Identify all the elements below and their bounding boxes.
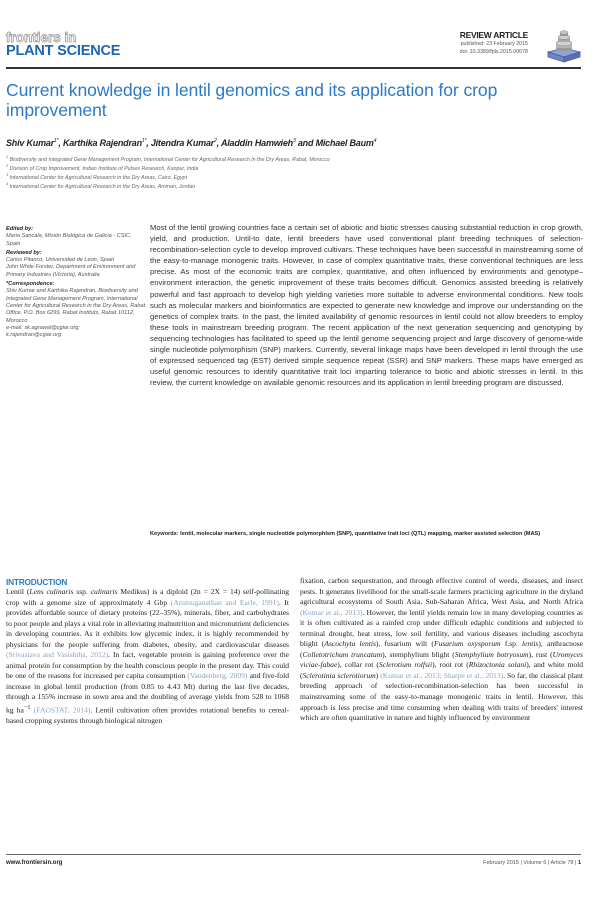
body-text: ), anthracnose ( [300,639,584,659]
body-text: Lentil ( [6,587,30,596]
citation-link[interactable]: (Srivastava and Vasishtha, 2012) [6,650,109,660]
body-text: f.sp. [500,639,523,649]
page-number: 1 [577,860,581,866]
footer-divider [6,854,581,855]
species-name: Rhizoctonia solani [468,660,527,670]
species-name: culinaris [90,587,118,596]
body-text: ssp. [73,587,91,596]
species-name: Uromyces viciae-fabae [300,649,583,670]
doi-link[interactable]: doi: 10.3389/fpls.2015.00078 [459,49,528,55]
body-text: ), and white mold ( [300,660,583,680]
journal-logo-plant-science: PLANT SCIENCE [6,43,121,59]
body-text: ) [375,670,381,680]
reviewed-by-label: Reviewed by: [6,249,42,256]
author[interactable]: Shiv Kumar$^{1*}$ [6,138,59,148]
citation-link[interactable]: (Arumuganathan and Earle, 1991) [170,597,279,607]
header-divider [6,67,581,69]
body-text: ), rust ( [528,649,553,659]
author[interactable]: Karthika Rajendran$^{1*}$ [62,138,147,148]
reviewer: John White Forster, Department of Environment and Primary Industries (Victoria), Australia [6,264,136,278]
editorial-sidebar [6,226,146,341]
body-text: ), root rot ( [432,660,469,670]
species-name: Sclerotinia sclerotiorum [302,670,376,680]
journal-stack-icon [544,30,584,64]
issue-info: February 2015 | Volume 6 | Article 78 | 1 [483,860,581,866]
author[interactable]: Jitendra Kumar$^2$ [150,138,217,148]
affiliation: $^4$ International Center for Agricultural Research in the Dry Areas, Amman, Jordan [6,182,196,190]
species-name: Fusarium oxysporum [433,639,501,649]
body-text: . However, the lentil yields remain low in many developing countries as it is often cultivated as a rainfed crop under difficult edaphic conditions and subjected to terminal drought, heat stress, low soil fertility, and various diseases including ascochyta blight ( [300,607,583,649]
body-text: ), stemphylium blight ( [382,649,455,659]
species-name: Ascochyta lentis [324,639,376,649]
affiliation: $^3$ International Center for Agricultural Research in the Dry Areas, Cairo, Egypt [6,173,188,181]
email-link[interactable]: k.rajendran@cgiar.org [6,332,62,339]
body-text: and five-fold increase in global lentil production (from 0.85 to 4.43 Mt) during the last five decades, through a 155% increase in sown area and the doubling of average yields from 528 to 1068 kg ha [6,671,289,715]
body-text: . So far, the classical plant breeding approach of selection-recombination-selection has been successful in mainstreaming some of the easy-to-manage monogenic traits in lentil. However, this approach is less precise and time consuming when dealing with traits of breeders' interest which are often quantitative in nature and highly influenced by environment [300,670,584,723]
journal-website-link[interactable]: www.frontiersin.org [6,860,63,866]
species-name: lentis [522,639,539,649]
body-column-left [6,587,289,727]
author[interactable]: Aladdin Hamwieh$^3$ [220,138,296,148]
body-text: ), collar rot ( [337,660,379,670]
author[interactable]: Michael Baum$^4$ [315,138,377,148]
edited-by-label: Edited by: [6,226,34,232]
body-text: Medikus) is a diploid (2n = 2X = 14) self-pollinating crop with a genome size of approximately 4 Gbp [6,587,289,607]
citation-link[interactable]: (FAOSTAT, 2014) [33,705,91,715]
superscript: −1 [23,704,31,712]
editor: Maria Sancala, Misión Biológica de Galicia - CSIC, Spain [6,233,132,247]
keywords: Keywords: lentil, molecular markers, single nucleotide polymorphism (SNP), quantitative trait loci (QTL) mapping, marker assisted selection (MAS) [150,531,541,537]
reviewer: Carlos Pitanco, Universidad de Leon, Spain [6,257,115,264]
affiliation: $^2$ Division of Crop Improvement, Indian Institute of Pulses Research, Kanpur, India [6,164,199,172]
species-name: Sclerotium rolfsii [378,660,433,670]
species-name: Lens culinaris [29,587,74,596]
section-heading-introduction: INTRODUCTION [6,577,68,587]
body-text: fixation, carbon sequestration, and through effective control of weeds, diseases, and insect pests. It generates livelihood for the small-scale farmers practicing agriculture in the dryland agricultural ecosystems of South Asia, Sub-Saharan Africa, West Asia, and North Africa [300,576,583,607]
species-name: Colletotrichum truncatum [302,649,383,659]
body-text: . It provides affordable source of dietary proteins (22–35%), minerals, fiber, and carbohydrates to poor people and plays a vital role in alleviating malnutrition and micronutrient deficiencies in developing countries. As it exhibits low glycemic index, it is highly recommended by physicians for the people suffering from diabetes, obesity, and cardiovascular diseases [6,597,289,649]
email-link[interactable]: e-mail: sk.agrawal@cgiar.org; [6,324,80,331]
affiliation: $^1$ Biodiversity and Integrated Gene Management Program, International Center for Agricultural Research in the Dry Areas, Rabat, Morocco [6,155,330,163]
body-text: . In fact, vegetable protein is gaining preference over the animal protein for consumption by the health conscious people in the present day. This could be one of the reasons for increased per capita consumption [6,650,289,681]
correspondence-address: Shiv Kumar and Karthika Rajendran, Biodiversity and Integrated Gene Management Program, International Center for Agricultural Research in the Dry Areas, Rabat Office, P.O. Box 6299, Rabat Instituts, Rabat 10112, Morocco [6,288,146,324]
body-text: . Lentil cultivation often provides rotational benefits to cereal-based cropping systems through biological nitrogen [6,705,290,726]
species-name: Stemphylium botryosum [454,649,529,659]
body-column-right [300,576,583,724]
article-title: Current knowledge in lentil genomics and its application for crop improvement [6,80,498,120]
published-date: published: 23 February 2015 [460,41,528,47]
citation-link[interactable]: (Kumar et al., 2013) [300,607,363,617]
article-type-label: REVIEW ARTICLE [459,30,528,40]
correspondence-label: *Correspondence: [6,281,55,288]
citation-link[interactable]: (Kumar et al., 2013; Sharpe et al., 2013) [380,670,504,680]
body-text: ), fusarium wilt ( [375,639,434,649]
citation-link[interactable]: (Vandenberg, 2009) [187,671,248,681]
abstract: Most of the lentil growing countries face a certain set of abiotic and biotic stresses causing substantial reduction in crop growth, yield, and production. Until-to date, lentil breeders have used conventional plant breeding techniques of selection-recombination-selection cycle to develop improved cultivars. These techniques have been successful in mainstreaming some of the easy-to-manage monogenic traits. However, in case of complex quantitative traits, these conventional techniques are less precise. As most of the economic traits are complex, quantitative, and often influenced by environments and genotype–environment interaction, the genetic improvement of these traits becomes difficult. Genomics assisted breeding is relatively powerful and fast approach to develop high yielding varieties more suitable to adverse environmental conditions. New tools such as molecular markers and bioinformatics are expected to generate new knowledge and improve our understanding on the genetics of complex traits. In the past, the limited availability of genomic resources in lentil could not allow breeders to employ these tools in mainstream breeding program. The recent application of the next generation sequencing and genotyping by sequencing technologies has facilitated to speed up the lentil genome sequencing project and large discovery of genome-wide single nucleotide polymorphism (SNP) markers. Currently, several linkage maps have been developed in lentil through the use of expressed sequenced tag (EST) derived simple sequence repeat (SSR) and SNP markers. These maps have emerged as useful genomic resources to identify quantitative trait loci imparting tolerance to biotic and abiotic stresses in lentil. In this review, the current knowledge on available genomic resources and its application in lentil breeding program are discussed. [150,223,583,388]
journal-logo-frontiers-in: frontiers in [6,30,77,45]
author-list: Shiv Kumar$^{1*}$, Karthika Rajendran$^{1*}$, Jitendra Kumar$^2$, Aladdin Hamwieh$^3$ and Michael Baum$^4$ [6,138,377,148]
